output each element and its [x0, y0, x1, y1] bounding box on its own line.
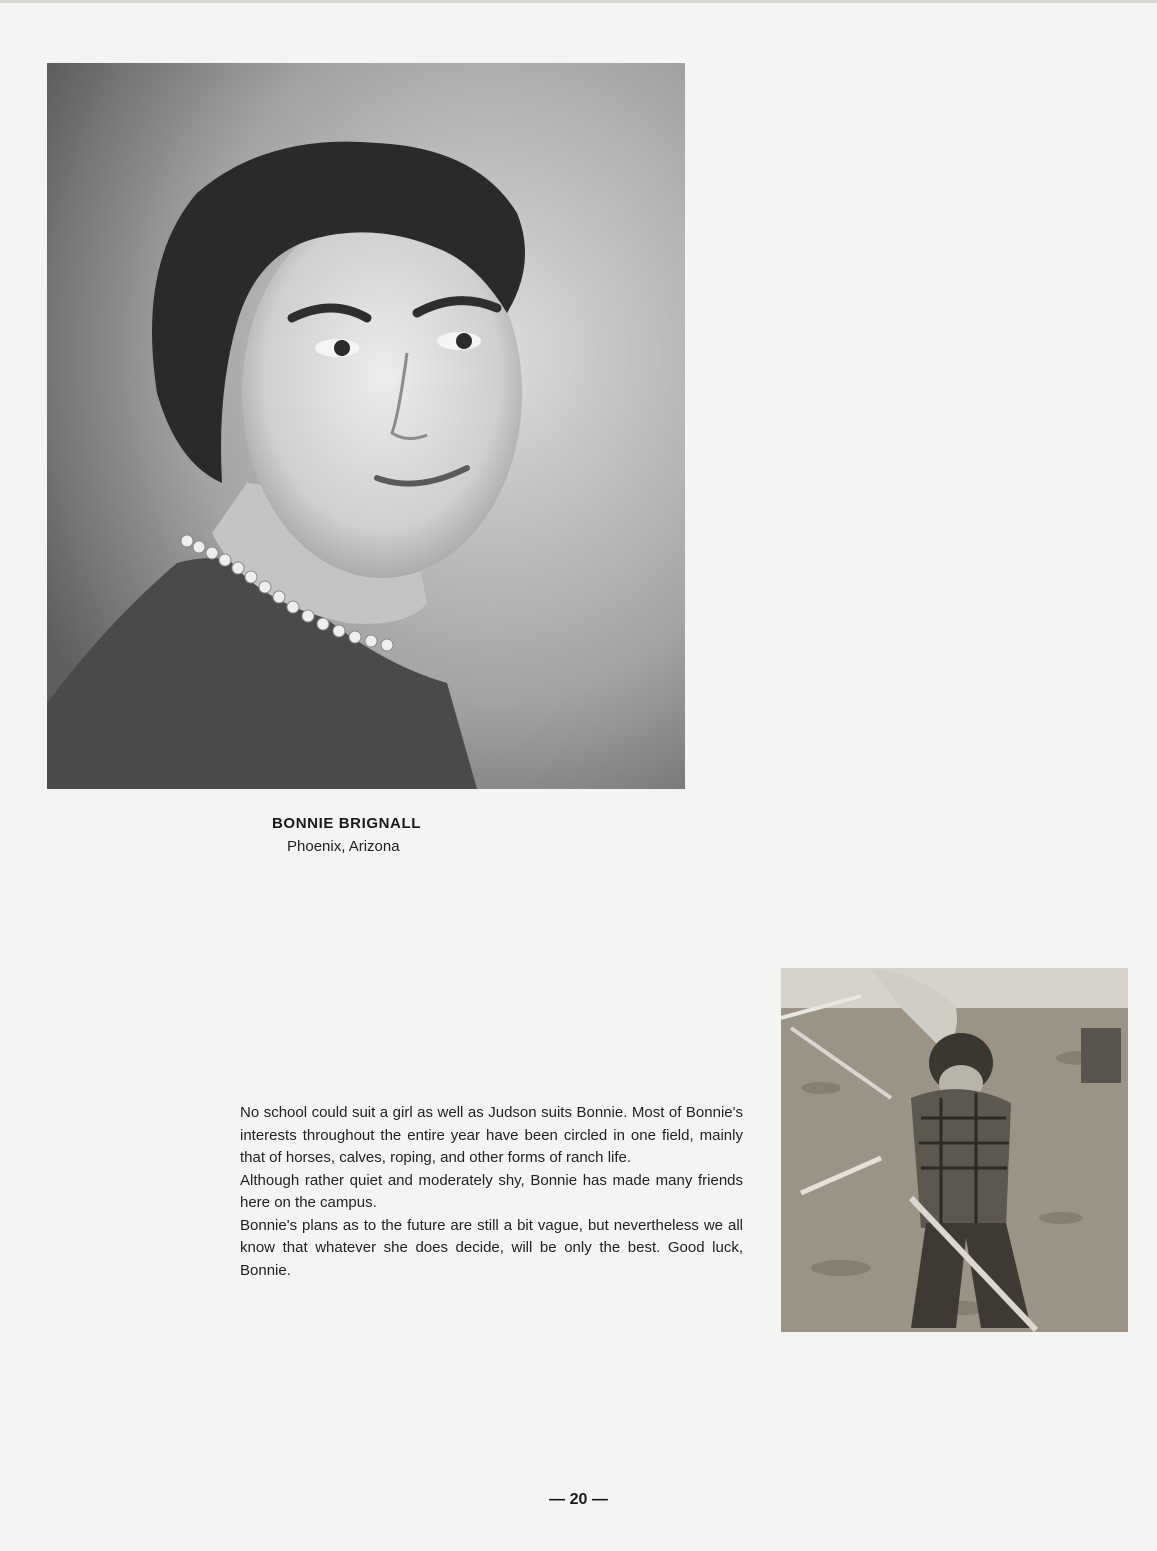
biography-paragraph: Bonnie's plans as to the future are still a bit vague, but nevertheless we all know that whatever she does decide, will be only the best. Good luck, Bonnie. [240, 1216, 743, 1279]
page-number: — 20 — [549, 1491, 608, 1508]
biography-paragraph: No school could suit a girl as well as Judson suits Bonnie. Most of Bonnie's interests throughout the entire year have been circled in one field, mainly that of horses, calves, roping, and other forms of ranch life. [240, 1104, 743, 1166]
student-hometown: Phoenix, Arizona [287, 838, 400, 855]
biography-paragraph: Although rather quiet and moderately shy, Bonnie has made many friends here on the campus. [240, 1171, 743, 1211]
student-name: BONNIE BRIGNALL [272, 815, 421, 832]
candid-ranch-photo [781, 968, 1128, 1332]
portrait-photo [47, 63, 685, 789]
page-edge [0, 0, 1157, 3]
biography-text [240, 1102, 743, 1282]
